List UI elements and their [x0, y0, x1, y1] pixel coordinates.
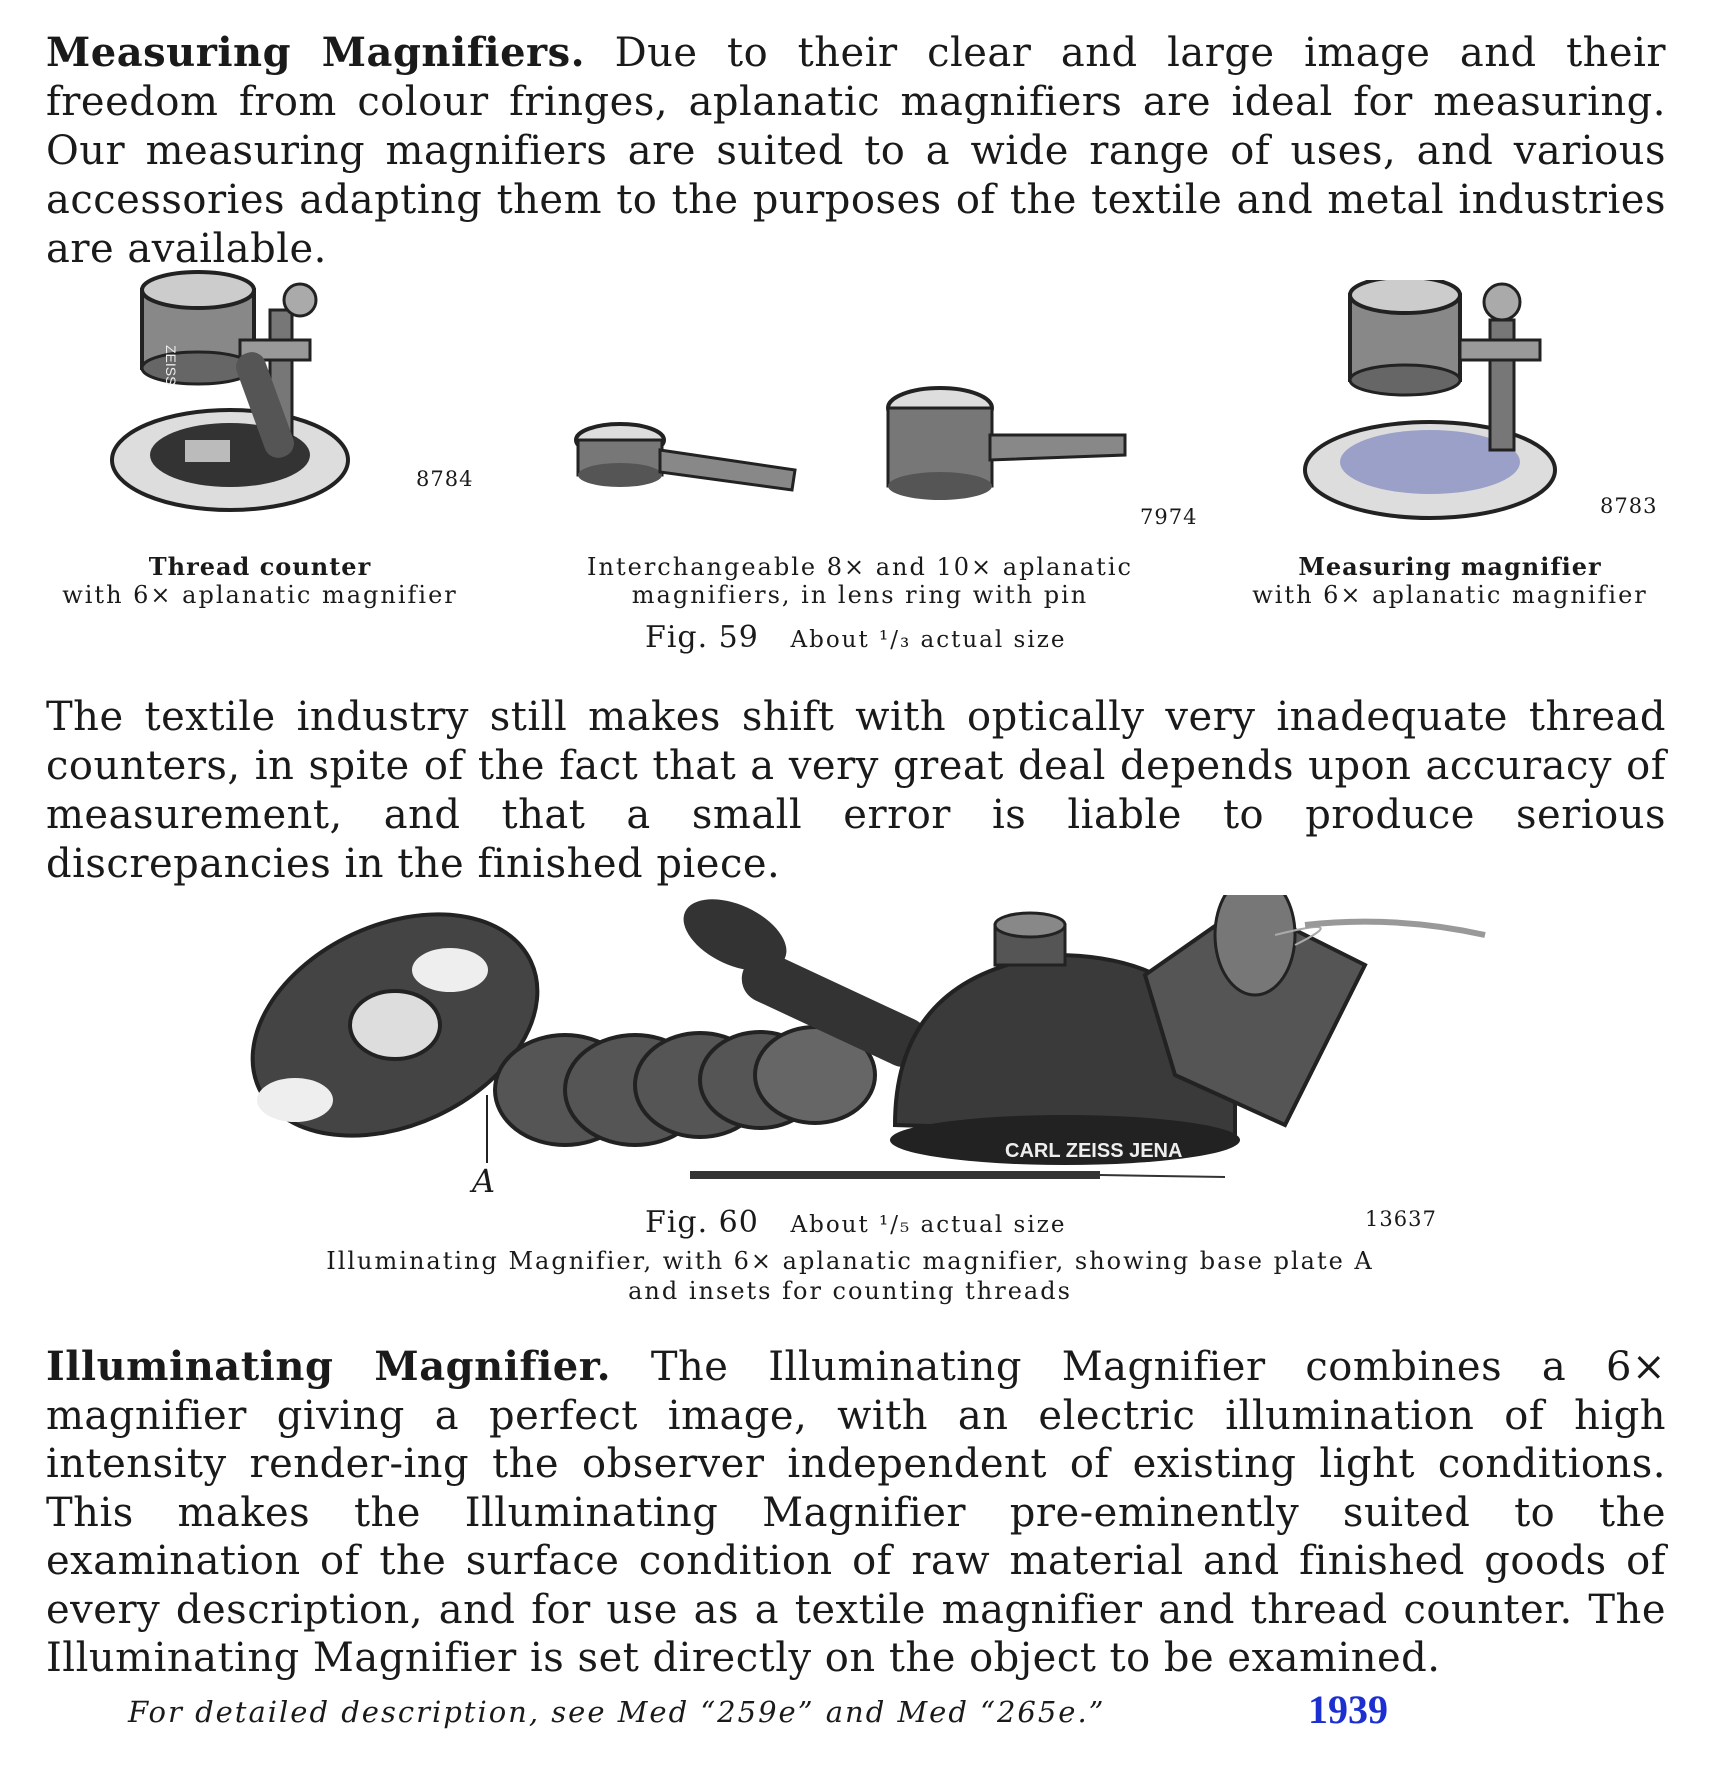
intro-text: Due to their clear and large image and their freedom from colour fringes, aplanatic magnifiers are ideal for measuring. Our measuring magnifiers are suited to a wide range of uses, and various accessories adapting them to the purposes of the textile and metal industries are available. — [46, 30, 1667, 272]
catalog-number-8784: 8784 — [416, 467, 474, 491]
illuminating-text: The Illuminating Magnifier combines a 6× magnifier giving a perfect image, with an electric illumination of high intensity render-ing the observer independent of existing light conditions. This makes the Illuminating Magnifier pre-eminently suited to the examination of the surface condition of raw material and finished goods of every description, and for use as a textile magnifier and thread counter. The Illuminating Magnifier is set directly on the object to be examined. — [46, 1344, 1666, 1681]
catalog-number-13637: 13637 — [1365, 1207, 1437, 1231]
intro-heading: Measuring Magnifiers. — [46, 29, 586, 76]
year-label: 1939 — [1308, 1687, 1388, 1732]
catalog-number-8783: 8783 — [1600, 494, 1658, 518]
fig60-scale: About ¹/₅ actual size — [790, 1212, 1067, 1238]
thread-counter-illustration — [100, 270, 480, 530]
measuring-magnifier-title: Measuring magnifier — [1298, 552, 1602, 581]
intro-paragraph — [46, 28, 1666, 274]
illuminating-heading: Illuminating Magnifier. — [46, 1343, 612, 1390]
thread-counter-caption — [40, 553, 480, 609]
measuring-magnifier-caption — [1230, 553, 1670, 609]
fig59-label: Fig. 59 — [645, 620, 759, 655]
thread-counter-subtitle: with 6× aplanatic magnifier — [62, 581, 458, 609]
fig60-label: Fig. 60 — [645, 1205, 759, 1240]
interchangeable-magnifier-10x-illustration — [880, 380, 1160, 520]
brand-engraving: CARL ZEISS JENA — [1005, 1140, 1183, 1162]
fig60-caption-line2: and insets for counting threads — [628, 1277, 1072, 1305]
illuminating-magnifier-illustration — [235, 895, 1495, 1195]
illuminating-paragraph — [46, 1343, 1666, 1683]
interchangeable-magnifier-8x-illustration — [570, 410, 810, 510]
fig60-label-block — [645, 1205, 1066, 1240]
base-plate-a-label: A — [472, 1162, 496, 1200]
footnote: For detailed description, see Med “259e” and Med “265e.” — [128, 1695, 1106, 1729]
fig60-caption-line1: Illuminating Magnifier, with 6× aplanatic magnifier, showing base plate A — [326, 1247, 1374, 1275]
interchangeable-magnifiers-subtitle: Interchangeable 8× and 10× aplanatic magnifiers, in lens ring with pin — [587, 553, 1133, 609]
middle-paragraph: The textile industry still makes shift with optically very inadequate thread counters, in spite of the fact that a very great deal depends upon accuracy of measurement, and that a small error is liable to produce serious discrepancies in the finished piece. — [46, 694, 1666, 887]
measuring-magnifier-subtitle: with 6× aplanatic magnifier — [1252, 581, 1648, 609]
fig59-scale: About ¹/₃ actual size — [790, 627, 1067, 653]
zeiss-engraving: ZEISS — [163, 345, 179, 386]
fig60-caption — [300, 1246, 1400, 1306]
interchangeable-magnifiers-caption — [580, 553, 1140, 609]
thread-counter-title: Thread counter — [148, 552, 372, 581]
measuring-magnifier-illustration — [1300, 280, 1610, 540]
fig59-label-block — [645, 620, 1066, 655]
catalog-number-7974: 7974 — [1140, 505, 1198, 529]
